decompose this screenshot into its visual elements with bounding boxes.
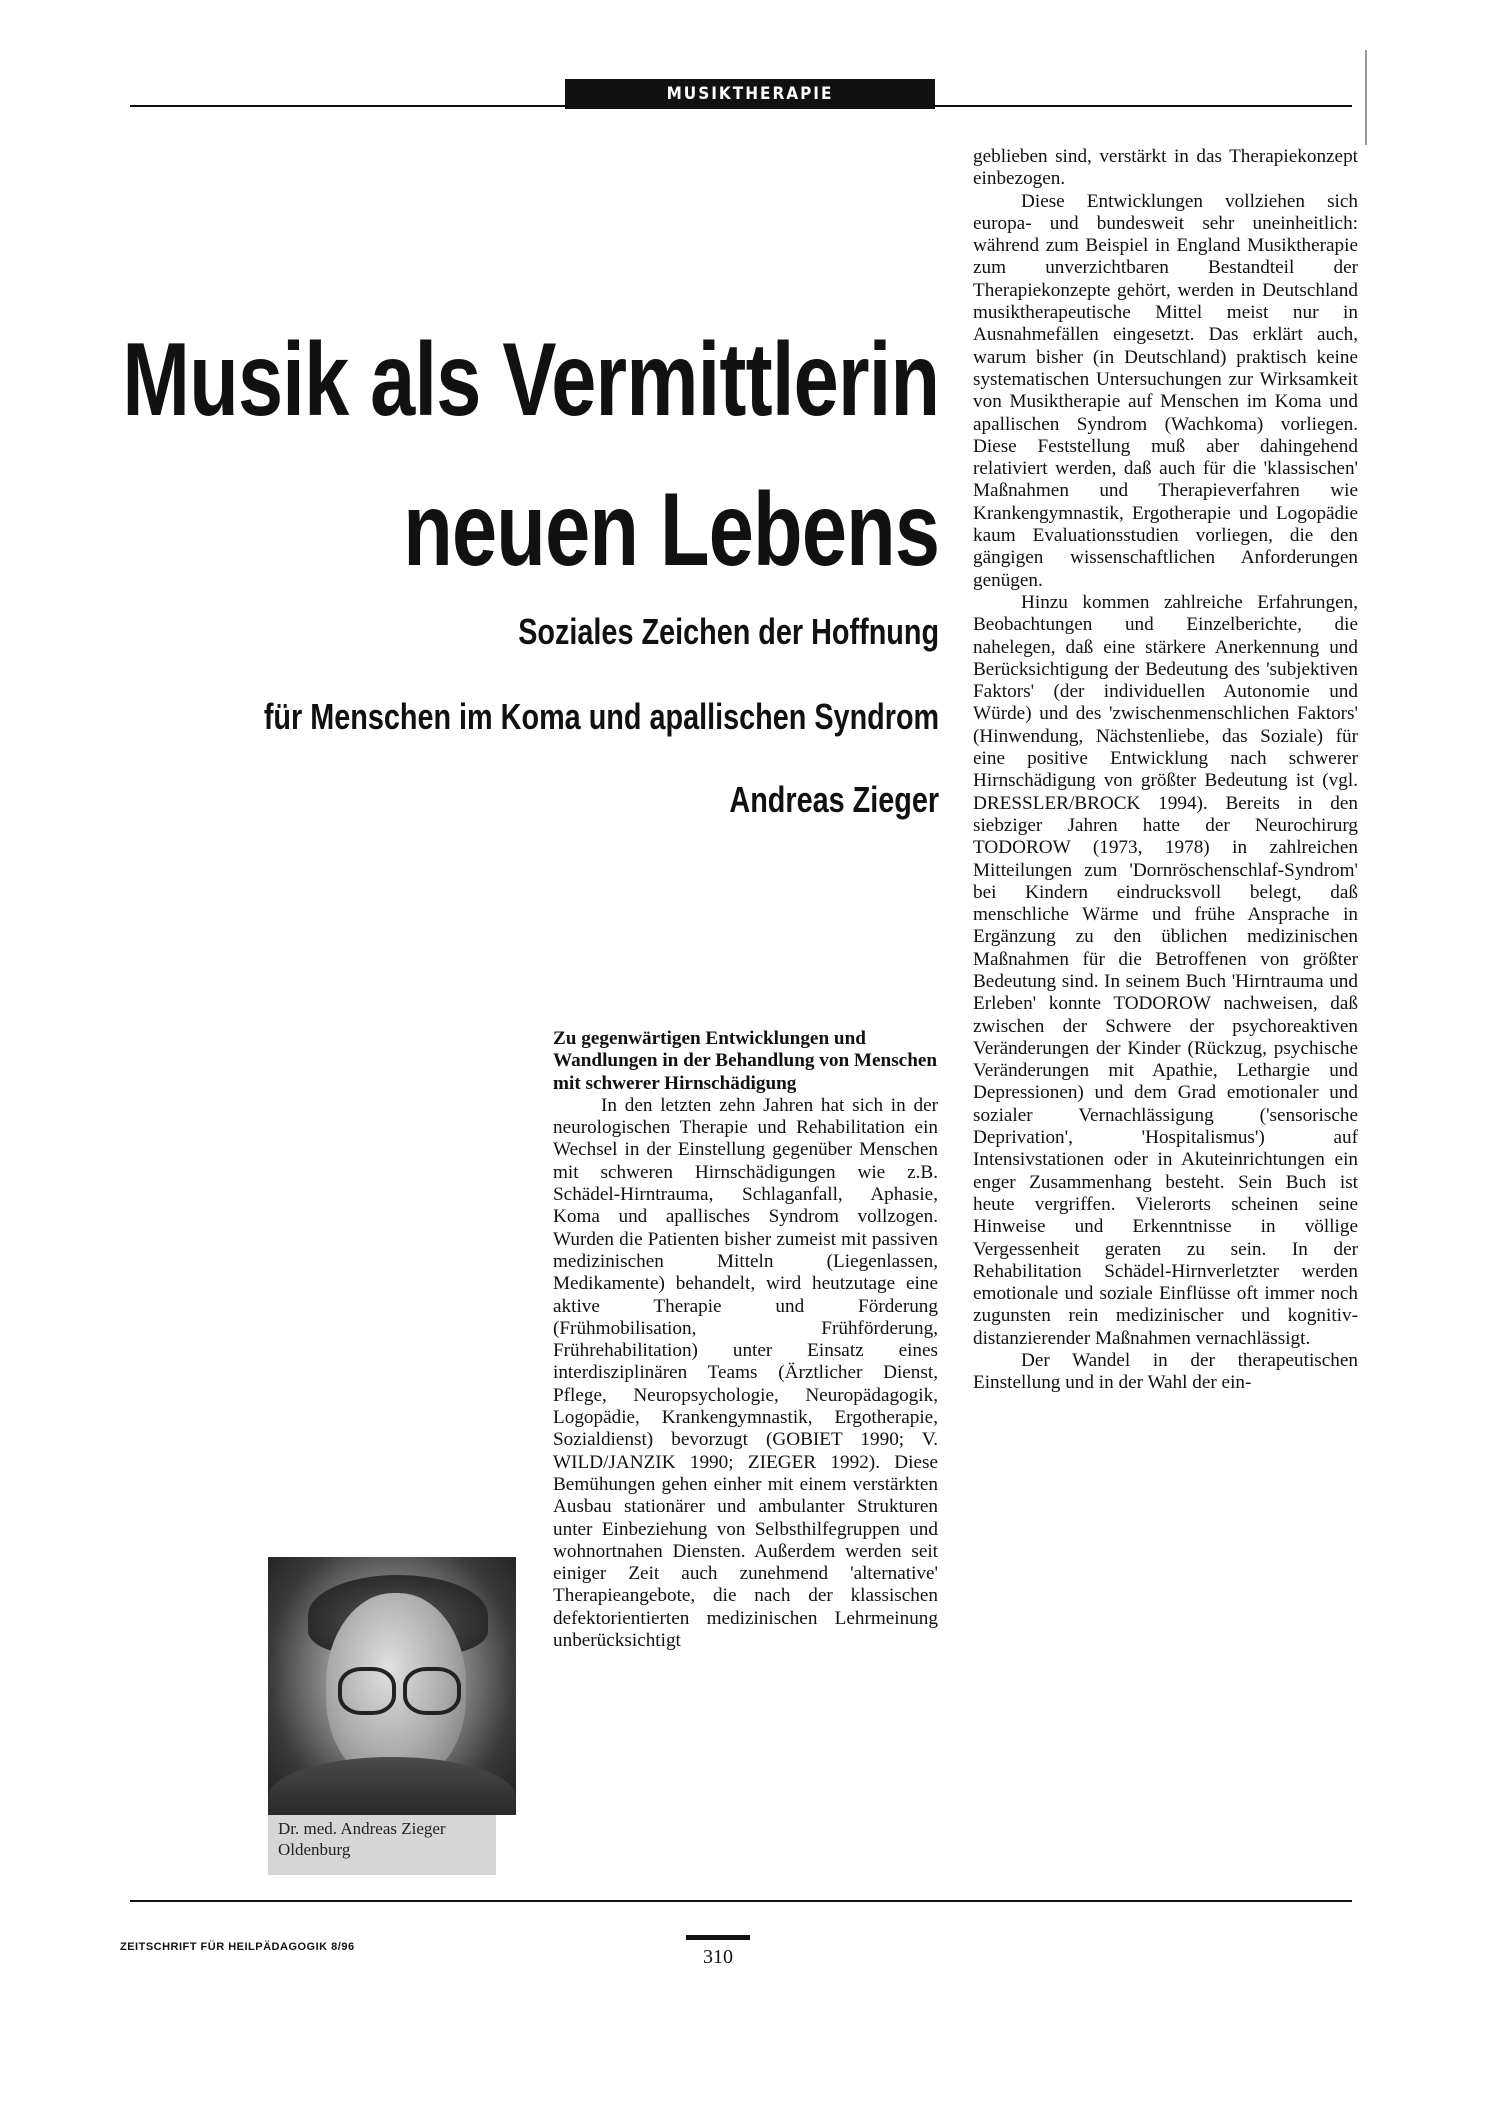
middle-paragraph: In den letzten zehn Jahren hat sich in der neurologischen Therapie und Rehabilitation ein Wechsel in der Einstellung gegenüber Menschen mit schweren Hirnschädigungen wie z.B. Schädel-Hirntrauma, Schlaganfall, Aphasie, Koma und apallisches Syndrom vollzogen. Wurden die Patienten bisher zumeist mit passiven medizinischen Mitteln (Liegenlassen, Medikamente) behandelt, wird heutzutage eine aktive Therapie und Förderung (Frühmobilisation, Frühförderung, Frührehabilitation) unter Einsatz eines interdisziplinären Teams (Ärztlicher Dienst, Pflege, Neuropsychologie, Neuropädagogik, Logopädie, Krankengymnastik, Ergotherapie, Sozialdienst) bevorzugt (GOBIET 1990; V. WILD/JANZIK 1990; ZIEGER 1992). Diese Bemühungen gehen einher mit einem verstärkten Ausbau stationärer und ambulanter Strukturen unter Einbeziehung von Selbsthilfegruppen und wohnortnahen Diensten. Außerdem werden seit einiger Zeit auch zunehmend 'alternative' Therapieangebote, die nach der klassischen defektorientierten medizinischen Lehrmeinung unberücksichtigt <box>553 1094 938 1652</box>
page-number: 310 <box>703 1946 733 1968</box>
page-edge-mark <box>1365 50 1367 145</box>
right-column <box>973 146 1358 1395</box>
section-label: MUSIKTHERAPIE <box>565 79 935 109</box>
photo-caption <box>268 1815 496 1875</box>
middle-column <box>553 1028 938 1652</box>
right-paragraph-1: geblieben sind, verstärkt in das Therapiekonzept einbezogen. <box>973 146 1358 190</box>
right-paragraph-3: Hinzu kommen zahlreiche Erfahrungen, Beobachtungen und Einzelberichte, die nahelegen, daß eine stärkere Anerkennung und Berücksichtigung der Bedeutung des 'subjektiven Faktors' (der individuellen Autonomie und Würde) und des 'zwischenmenschlichen Faktors' (Hinwendung, Nächstenliebe, das Soziale) für eine positive Entwicklung nach schwerer Hirnschädigung von größter Bedeutung ist (vgl. DRESSLER/BROCK 1994). Bereits in den siebziger Jahren hatte der Neurochirurg TODOROW (1973, 1978) in zahlreichen Mitteilungen zum 'Dornröschenschlaf-Syndrom' bei Kindern eindrucksvoll belegt, daß menschliche Wärme und frühe Ansprache in Ergänzung zu den üblichen medizinischen Maßnahmen für die Betroffenen von größter Bedeutung sind. In seinem Buch 'Hirntrauma und Erleben' konnte TODOROW nachweisen, daß zwischen der Schwere der psychoreaktiven Veränderungen der Kinder (Rückzug, psychische Veränderungen mit Apathie, Lethargie und Depressionen) und dem Grad emotionaler und sozialer Vernachlässigung ('sensorische Deprivation', 'Hospitalismus') auf Intensivstationen oder in Akuteinrichtungen ein enger Zusammenhang besteht. Sein Buch ist heute vergriffen. Vielerorts scheinen seine Hinweise und Erkenntnisse in völlige Vergessenheit geraten zu sein. In der Rehabilitation Schädel-Hirnverletzter werden emotionale und soziale Einflüsse oft immer noch zugunsten rein medizinischer und kognitiv-distanzierender Maßnahmen vernachlässigt. <box>973 591 1358 1349</box>
footer-rule <box>130 1900 1352 1902</box>
photo-caption-city: Oldenburg <box>278 1840 351 1859</box>
article-subtitle-line2: für Menschen im Koma und apallischen Syndrom <box>263 696 939 737</box>
photo-shoulders <box>268 1757 516 1815</box>
article-title-line1: Musik als Vermittlerin <box>122 322 939 438</box>
photo-caption-name: Dr. med. Andreas Zieger <box>278 1819 446 1838</box>
photo-glasses-left <box>338 1667 396 1715</box>
article-title-line2: neuen Lebens <box>402 472 939 588</box>
photo-glasses-right <box>403 1667 461 1715</box>
section-lead-heading: Zu gegenwärtigen Entwicklungen und Wandlungen in der Behandlung von Menschen mit schwerer Hirnschädigung <box>553 1028 938 1094</box>
journal-name: ZEITSCHRIFT FÜR HEILPÄDAGOGIK 8/96 <box>120 1941 355 1953</box>
right-paragraph-2: Diese Entwicklungen vollziehen sich europa- und bundesweit sehr uneinheitlich: während zum Beispiel in England Musiktherapie zum unverzichtbaren Bestandteil der Therapiekonzepte gehört, werden in Deutschland musiktherapeutische Mittel meist nur in Ausnahmefällen eingesetzt. Das erklärt auch, warum bisher (in Deutschland) praktisch keine systematischen Untersuchungen zur Wirksamkeit von Musiktherapie auf Menschen im Koma und apallischen Syndrom (Wachkoma) vorliegen. Diese Feststellung muß aber dahingehend relativiert werden, daß auch für die 'klassischen' Maßnahmen und Therapieverfahren wie Krankengymnastik, Ergotherapie und Logopädie kaum Evaluationsstudien vorliegen, die den gängigen wissenschaftlichen Anforderungen genügen. <box>973 190 1358 591</box>
article-author: Andreas Zieger <box>729 779 939 820</box>
page-number-bar <box>686 1935 750 1940</box>
right-paragraph-4: Der Wandel in der therapeutischen Einstellung und in der Wahl der ein- <box>973 1350 1358 1394</box>
article-subtitle-line1: Soziales Zeichen der Hoffnung <box>518 611 939 652</box>
author-photo <box>268 1557 516 1815</box>
